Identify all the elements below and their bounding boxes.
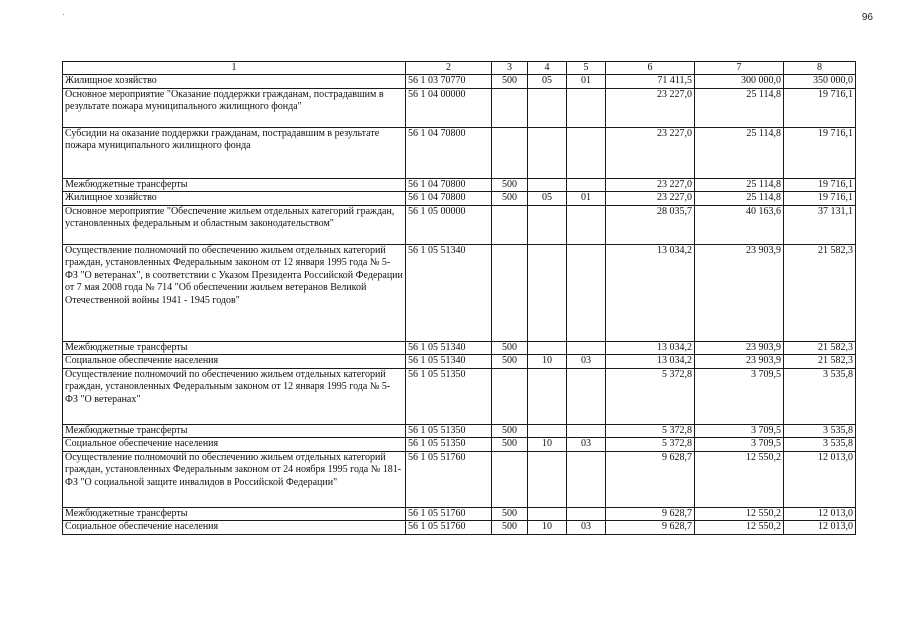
row-code-cell: 56 1 05 51350: [406, 438, 492, 452]
row-col3-cell: 500: [492, 178, 528, 192]
row-code-cell: 56 1 04 00000: [406, 88, 492, 127]
row-col3-cell: [492, 88, 528, 127]
row-code-cell: 56 1 03 70770: [406, 75, 492, 89]
table-row: [63, 178, 856, 192]
row-col3-cell: 500: [492, 355, 528, 369]
row-col3-cell: 500: [492, 507, 528, 521]
table-row: [63, 521, 856, 535]
row-col7-cell: 12 550,2: [695, 521, 784, 535]
header-cell-2: 2: [406, 62, 492, 75]
table-row: [63, 355, 856, 369]
row-col6-cell: 71 411,5: [606, 75, 695, 89]
row-col6-cell: 23 227,0: [606, 192, 695, 206]
row-col5-cell: 03: [567, 355, 606, 369]
row-col4-cell: [528, 424, 567, 438]
row-name-cell: Жилищное хозяйство: [63, 192, 406, 206]
table-row: [63, 424, 856, 438]
row-col8-cell: 3 535,8: [784, 438, 856, 452]
row-col8-cell: 3 535,8: [784, 424, 856, 438]
row-code-cell: 56 1 05 51760: [406, 507, 492, 521]
row-col4-cell: [528, 127, 567, 178]
row-name-cell: Межбюджетные трансферты: [63, 424, 406, 438]
header-cell-3: 3: [492, 62, 528, 75]
row-col8-cell: 21 582,3: [784, 244, 856, 341]
row-code-cell: 56 1 04 70800: [406, 192, 492, 206]
page-number: 96: [861, 12, 873, 23]
row-col7-cell: 300 000,0: [695, 75, 784, 89]
row-col3-cell: [492, 244, 528, 341]
row-col7-cell: 23 903,9: [695, 341, 784, 355]
scan-speck: [63, 14, 64, 15]
row-col8-cell: 3 535,8: [784, 368, 856, 424]
row-col5-cell: [567, 127, 606, 178]
table-row: [63, 205, 856, 244]
row-code-cell: 56 1 04 70800: [406, 178, 492, 192]
row-col6-cell: 23 227,0: [606, 88, 695, 127]
row-col4-cell: [528, 368, 567, 424]
row-name-cell: Межбюджетные трансферты: [63, 507, 406, 521]
row-code-cell: 56 1 05 51760: [406, 451, 492, 507]
row-col6-cell: 5 372,8: [606, 424, 695, 438]
row-code-cell: 56 1 05 51340: [406, 244, 492, 341]
row-col3-cell: [492, 205, 528, 244]
row-code-cell: 56 1 05 51340: [406, 355, 492, 369]
row-col4-cell: [528, 205, 567, 244]
row-col7-cell: 25 114,8: [695, 178, 784, 192]
row-name-cell: Межбюджетные трансферты: [63, 341, 406, 355]
row-col4-cell: [528, 178, 567, 192]
row-col4-cell: 05: [528, 192, 567, 206]
row-col6-cell: 28 035,7: [606, 205, 695, 244]
table-row: [63, 341, 856, 355]
row-col8-cell: 19 716,1: [784, 192, 856, 206]
row-col7-cell: 23 903,9: [695, 244, 784, 341]
row-col7-cell: 3 709,5: [695, 368, 784, 424]
row-col4-cell: 10: [528, 355, 567, 369]
row-col4-cell: 10: [528, 521, 567, 535]
row-code-cell: 56 1 05 00000: [406, 205, 492, 244]
table-row: [63, 88, 856, 127]
row-name-cell: Основное мероприятие "Обеспечение жильем отдельных категорий граждан, установленных федеральным и областным законодательством": [63, 205, 406, 244]
row-col5-cell: [567, 341, 606, 355]
table-row: [63, 451, 856, 507]
row-col7-cell: 3 709,5: [695, 438, 784, 452]
row-col3-cell: 500: [492, 424, 528, 438]
row-code-cell: 56 1 05 51350: [406, 424, 492, 438]
row-col6-cell: 13 034,2: [606, 244, 695, 341]
row-col4-cell: 05: [528, 75, 567, 89]
row-col4-cell: [528, 341, 567, 355]
row-col3-cell: 500: [492, 341, 528, 355]
row-col8-cell: 21 582,3: [784, 341, 856, 355]
row-col5-cell: [567, 244, 606, 341]
table-row: [63, 192, 856, 206]
row-name-cell: Субсидии на оказание поддержки гражданам, пострадавшим в результате пожара муниципального жилищного фонда: [63, 127, 406, 178]
row-col6-cell: 23 227,0: [606, 127, 695, 178]
row-col7-cell: 23 903,9: [695, 355, 784, 369]
row-col5-cell: 01: [567, 75, 606, 89]
row-code-cell: 56 1 05 51340: [406, 341, 492, 355]
row-col6-cell: 5 372,8: [606, 368, 695, 424]
row-col7-cell: 12 550,2: [695, 451, 784, 507]
row-name-cell: Социальное обеспечение населения: [63, 438, 406, 452]
row-name-cell: Социальное обеспечение населения: [63, 355, 406, 369]
row-col7-cell: 12 550,2: [695, 507, 784, 521]
row-col4-cell: [528, 451, 567, 507]
row-col8-cell: 19 716,1: [784, 88, 856, 127]
row-col7-cell: 3 709,5: [695, 424, 784, 438]
row-col5-cell: [567, 178, 606, 192]
row-col4-cell: [528, 507, 567, 521]
row-name-cell: Жилищное хозяйство: [63, 75, 406, 89]
row-name-cell: Осуществление полномочий по обеспечению жильем отдельных категорий граждан, установленных Федеральным законом от 24 ноября 1995 года № 181-ФЗ "О социальной защите инвалидов в Российской Федерации": [63, 451, 406, 507]
row-name-cell: Социальное обеспечение населения: [63, 521, 406, 535]
row-col5-cell: [567, 507, 606, 521]
row-col5-cell: [567, 424, 606, 438]
row-col6-cell: 5 372,8: [606, 438, 695, 452]
row-name-cell: Осуществление полномочий по обеспечению жильем отдельных категорий граждан, установленных Федеральным законом от 12 января 1995 года № 5-ФЗ "О ветеранах", в соответствии с Указом Президента Российской Федерации от 7 мая 2008 года № 714 "Об обеспечении жильем ветеранов Великой Отечественной войны 1941 - 1945 годов": [63, 244, 406, 341]
header-cell-8: 8: [784, 62, 856, 75]
row-col5-cell: [567, 88, 606, 127]
row-col6-cell: 23 227,0: [606, 178, 695, 192]
row-col5-cell: 01: [567, 192, 606, 206]
header-cell-7: 7: [695, 62, 784, 75]
row-col6-cell: 9 628,7: [606, 507, 695, 521]
row-col8-cell: 12 013,0: [784, 507, 856, 521]
row-col8-cell: 12 013,0: [784, 521, 856, 535]
row-col4-cell: 10: [528, 438, 567, 452]
row-col5-cell: [567, 451, 606, 507]
row-col8-cell: 37 131,1: [784, 205, 856, 244]
header-row: [63, 62, 856, 75]
header-cell-4: 4: [528, 62, 567, 75]
row-col6-cell: 13 034,2: [606, 341, 695, 355]
row-col5-cell: 03: [567, 438, 606, 452]
row-col5-cell: 03: [567, 521, 606, 535]
header-cell-5: 5: [567, 62, 606, 75]
table-row: [63, 75, 856, 89]
row-name-cell: Осуществление полномочий по обеспечению жильем отдельных категорий граждан, установленных Федеральным законом от 12 января 1995 года № 5-ФЗ "О ветеранах": [63, 368, 406, 424]
row-col5-cell: [567, 205, 606, 244]
row-col3-cell: 500: [492, 192, 528, 206]
row-col7-cell: 25 114,8: [695, 88, 784, 127]
table-row: [63, 127, 856, 178]
row-col5-cell: [567, 368, 606, 424]
row-col8-cell: 350 000,0: [784, 75, 856, 89]
row-col8-cell: 19 716,1: [784, 127, 856, 178]
budget-table: [62, 61, 856, 535]
table-row: [63, 507, 856, 521]
row-col7-cell: 25 114,8: [695, 192, 784, 206]
row-col6-cell: 13 034,2: [606, 355, 695, 369]
row-name-cell: Основное мероприятие "Оказание поддержки гражданам, пострадавшим в результате пожара муниципального жилищного фонда": [63, 88, 406, 127]
row-code-cell: 56 1 05 51350: [406, 368, 492, 424]
table-row: [63, 368, 856, 424]
row-col3-cell: [492, 451, 528, 507]
row-col3-cell: 500: [492, 521, 528, 535]
row-col4-cell: [528, 244, 567, 341]
row-code-cell: 56 1 05 51760: [406, 521, 492, 535]
header-cell-1: 1: [63, 62, 406, 75]
header-cell-6: 6: [606, 62, 695, 75]
row-col8-cell: 12 013,0: [784, 451, 856, 507]
row-col7-cell: 40 163,6: [695, 205, 784, 244]
table-row: [63, 438, 856, 452]
row-code-cell: 56 1 04 70800: [406, 127, 492, 178]
row-col3-cell: [492, 127, 528, 178]
row-col8-cell: 19 716,1: [784, 178, 856, 192]
row-col3-cell: 500: [492, 438, 528, 452]
row-col3-cell: [492, 368, 528, 424]
row-col8-cell: 21 582,3: [784, 355, 856, 369]
row-col6-cell: 9 628,7: [606, 521, 695, 535]
row-col3-cell: 500: [492, 75, 528, 89]
row-name-cell: Межбюджетные трансферты: [63, 178, 406, 192]
row-col4-cell: [528, 88, 567, 127]
table-row: [63, 244, 856, 341]
row-col7-cell: 25 114,8: [695, 127, 784, 178]
row-col6-cell: 9 628,7: [606, 451, 695, 507]
